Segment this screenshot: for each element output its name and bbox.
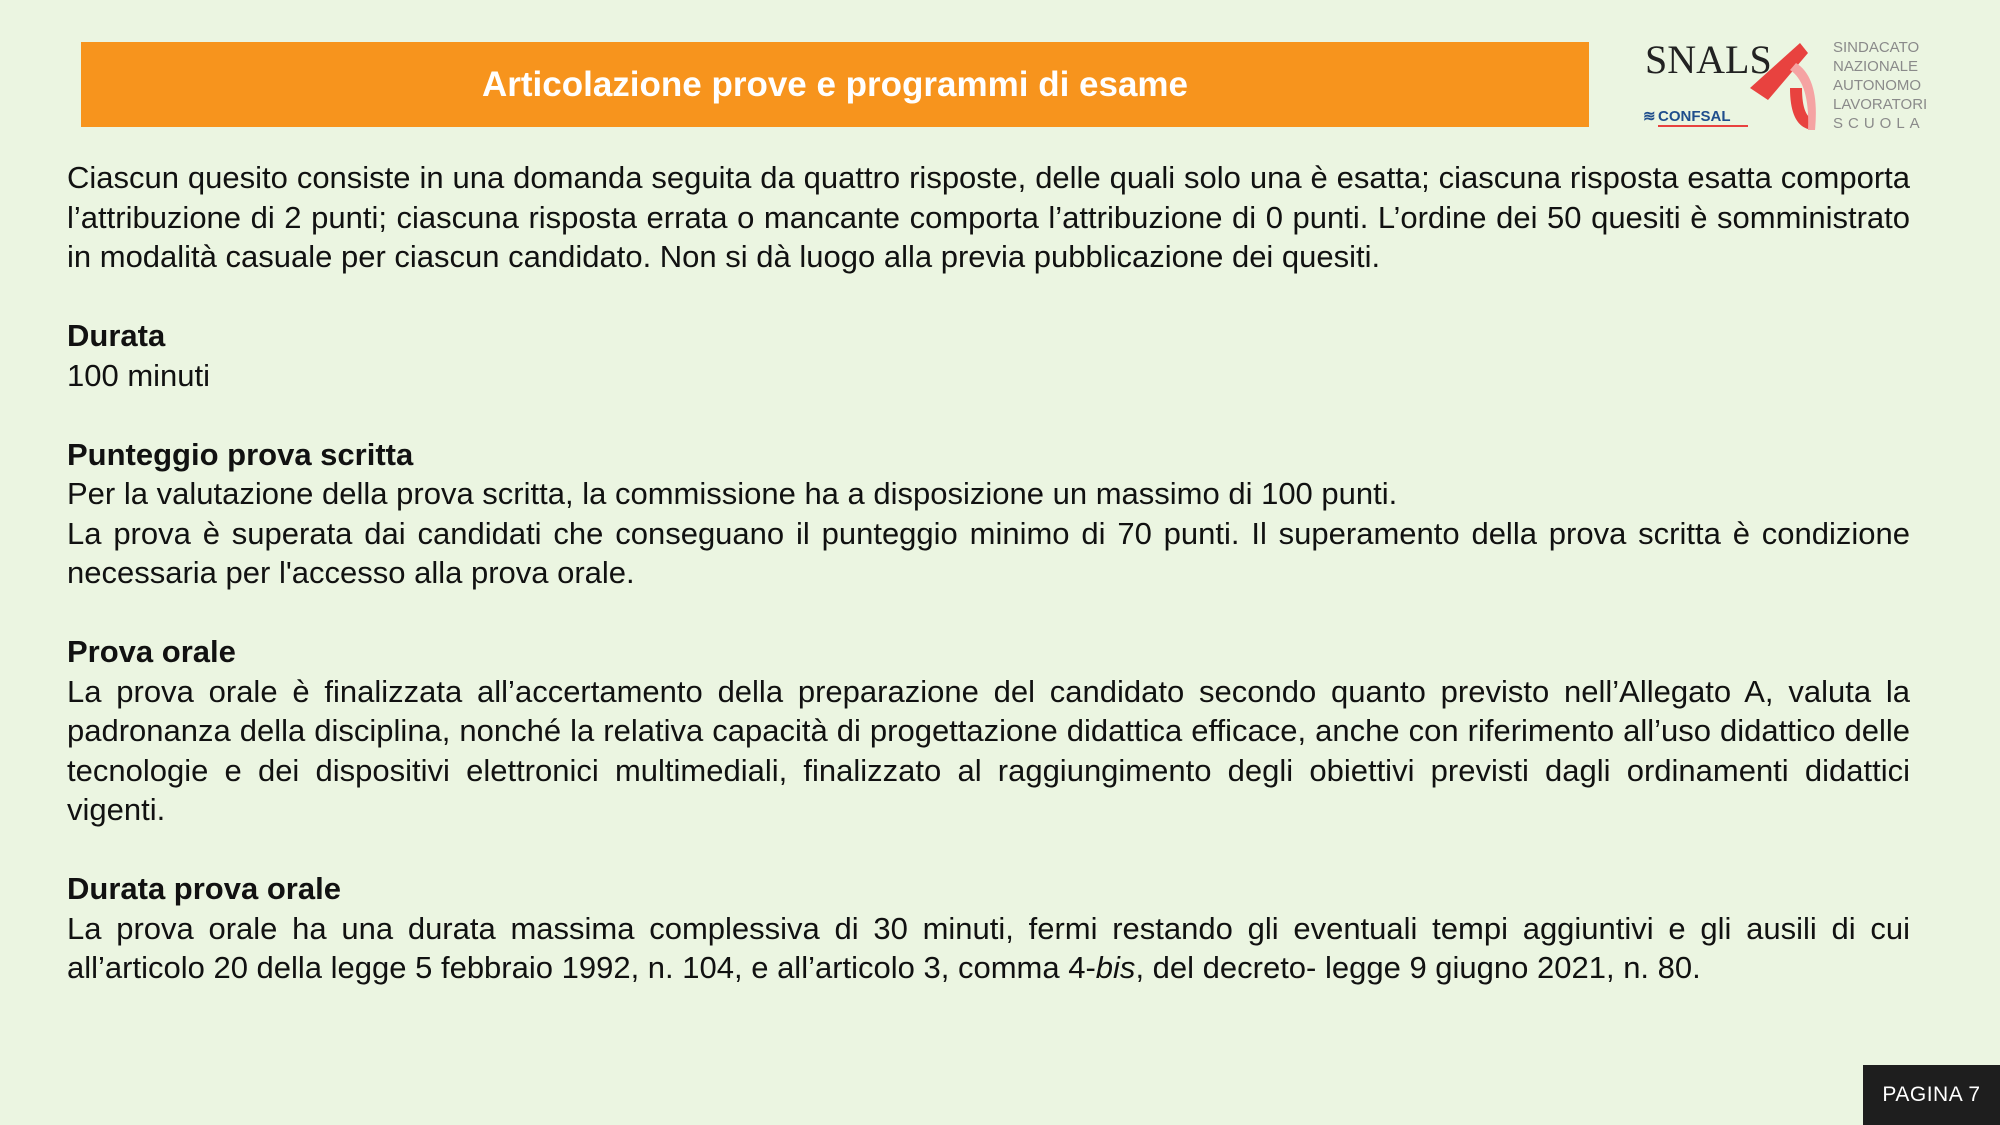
punteggio-line-1: Per la valutazione della prova scritta, la commissione ha a disposizione un massimo di 100 punti. — [67, 476, 1398, 511]
logo-line-1: SINDACATO — [1833, 39, 1920, 56]
svg-text:≋: ≋ — [1643, 108, 1656, 125]
prova-orale-text: La prova orale è finalizzata all’accertamento della preparazione del candidato secondo quanto previsto nell’Allegato A, valuta la padronanza della disciplina, nonché la relativa capacità di progettazione didattica efficace, anche con riferimento all’uso didattico delle tecnologie e dei dispositivi elettronici multimediali, finalizzato al raggiungimento degli obiettivi previsti dagli ordinamenti didattici vigenti. — [67, 673, 1910, 827]
punteggio-line-2: La prova è superata dai candidati che conseguano il punteggio minimo di 70 punti. Il superamento della prova scritta è condizione necessaria per l'accesso alla prova orale. — [67, 515, 1910, 590]
durata-orale-text-before: La prova orale ha una durata massima complessiva di 30 minuti, fermi restando gli eventuali tempi aggiuntivi e gli ausili di cui all’articolo 20 della legge 5 febbraio 1992, n. 104, e all’articolo 3, comma 4- — [67, 910, 1910, 985]
logo-confsal: CONFSAL — [1658, 108, 1731, 125]
intro-paragraph: Ciascun quesito consiste in una domanda seguita da quattro risposte, delle quali solo una è esatta; ciascuna risposta esatta comporta l’attribuzione di 2 punti; ciascuna risposta errata o mancante comporta l’attribuzione di 0 punti. L’ordine dei 50 quesiti è somministrato in modalità casuale per ciascun candidato. Non si dà luogo alla previa pubblicazione dei quesiti. — [67, 160, 1910, 274]
durata-text: 100 minuti — [67, 357, 211, 393]
page-number-badge — [1863, 1065, 2000, 1125]
durata-orale-text-after: , del decreto- legge 9 giugno 2021, n. 80. — [1135, 950, 1701, 985]
logo-brand: SNALS — [1645, 38, 1772, 82]
snals-logo — [1640, 38, 1940, 138]
durata-heading: Durata — [67, 318, 166, 353]
durata-orale-heading: Durata prova orale — [67, 871, 341, 906]
logo-line-4: LAVORATORI — [1833, 96, 1928, 113]
logo-line-5: SCUOLA — [1833, 115, 1925, 132]
logo-line-3: AUTONOMO — [1833, 77, 1922, 94]
page-number-label: PAGINA 7 — [1882, 1083, 1981, 1106]
durata-orale-text — [67, 909, 1910, 988]
main-content — [67, 158, 1910, 988]
punteggio-heading: Punteggio prova scritta — [67, 436, 414, 472]
prova-orale-heading: Prova orale — [67, 634, 236, 669]
title-banner — [81, 42, 1589, 127]
logo-line-2: NAZIONALE — [1833, 58, 1919, 75]
durata-orale-text-italic: bis — [1095, 950, 1136, 985]
page-title: Articolazione prove e programmi di esame — [481, 64, 1189, 104]
